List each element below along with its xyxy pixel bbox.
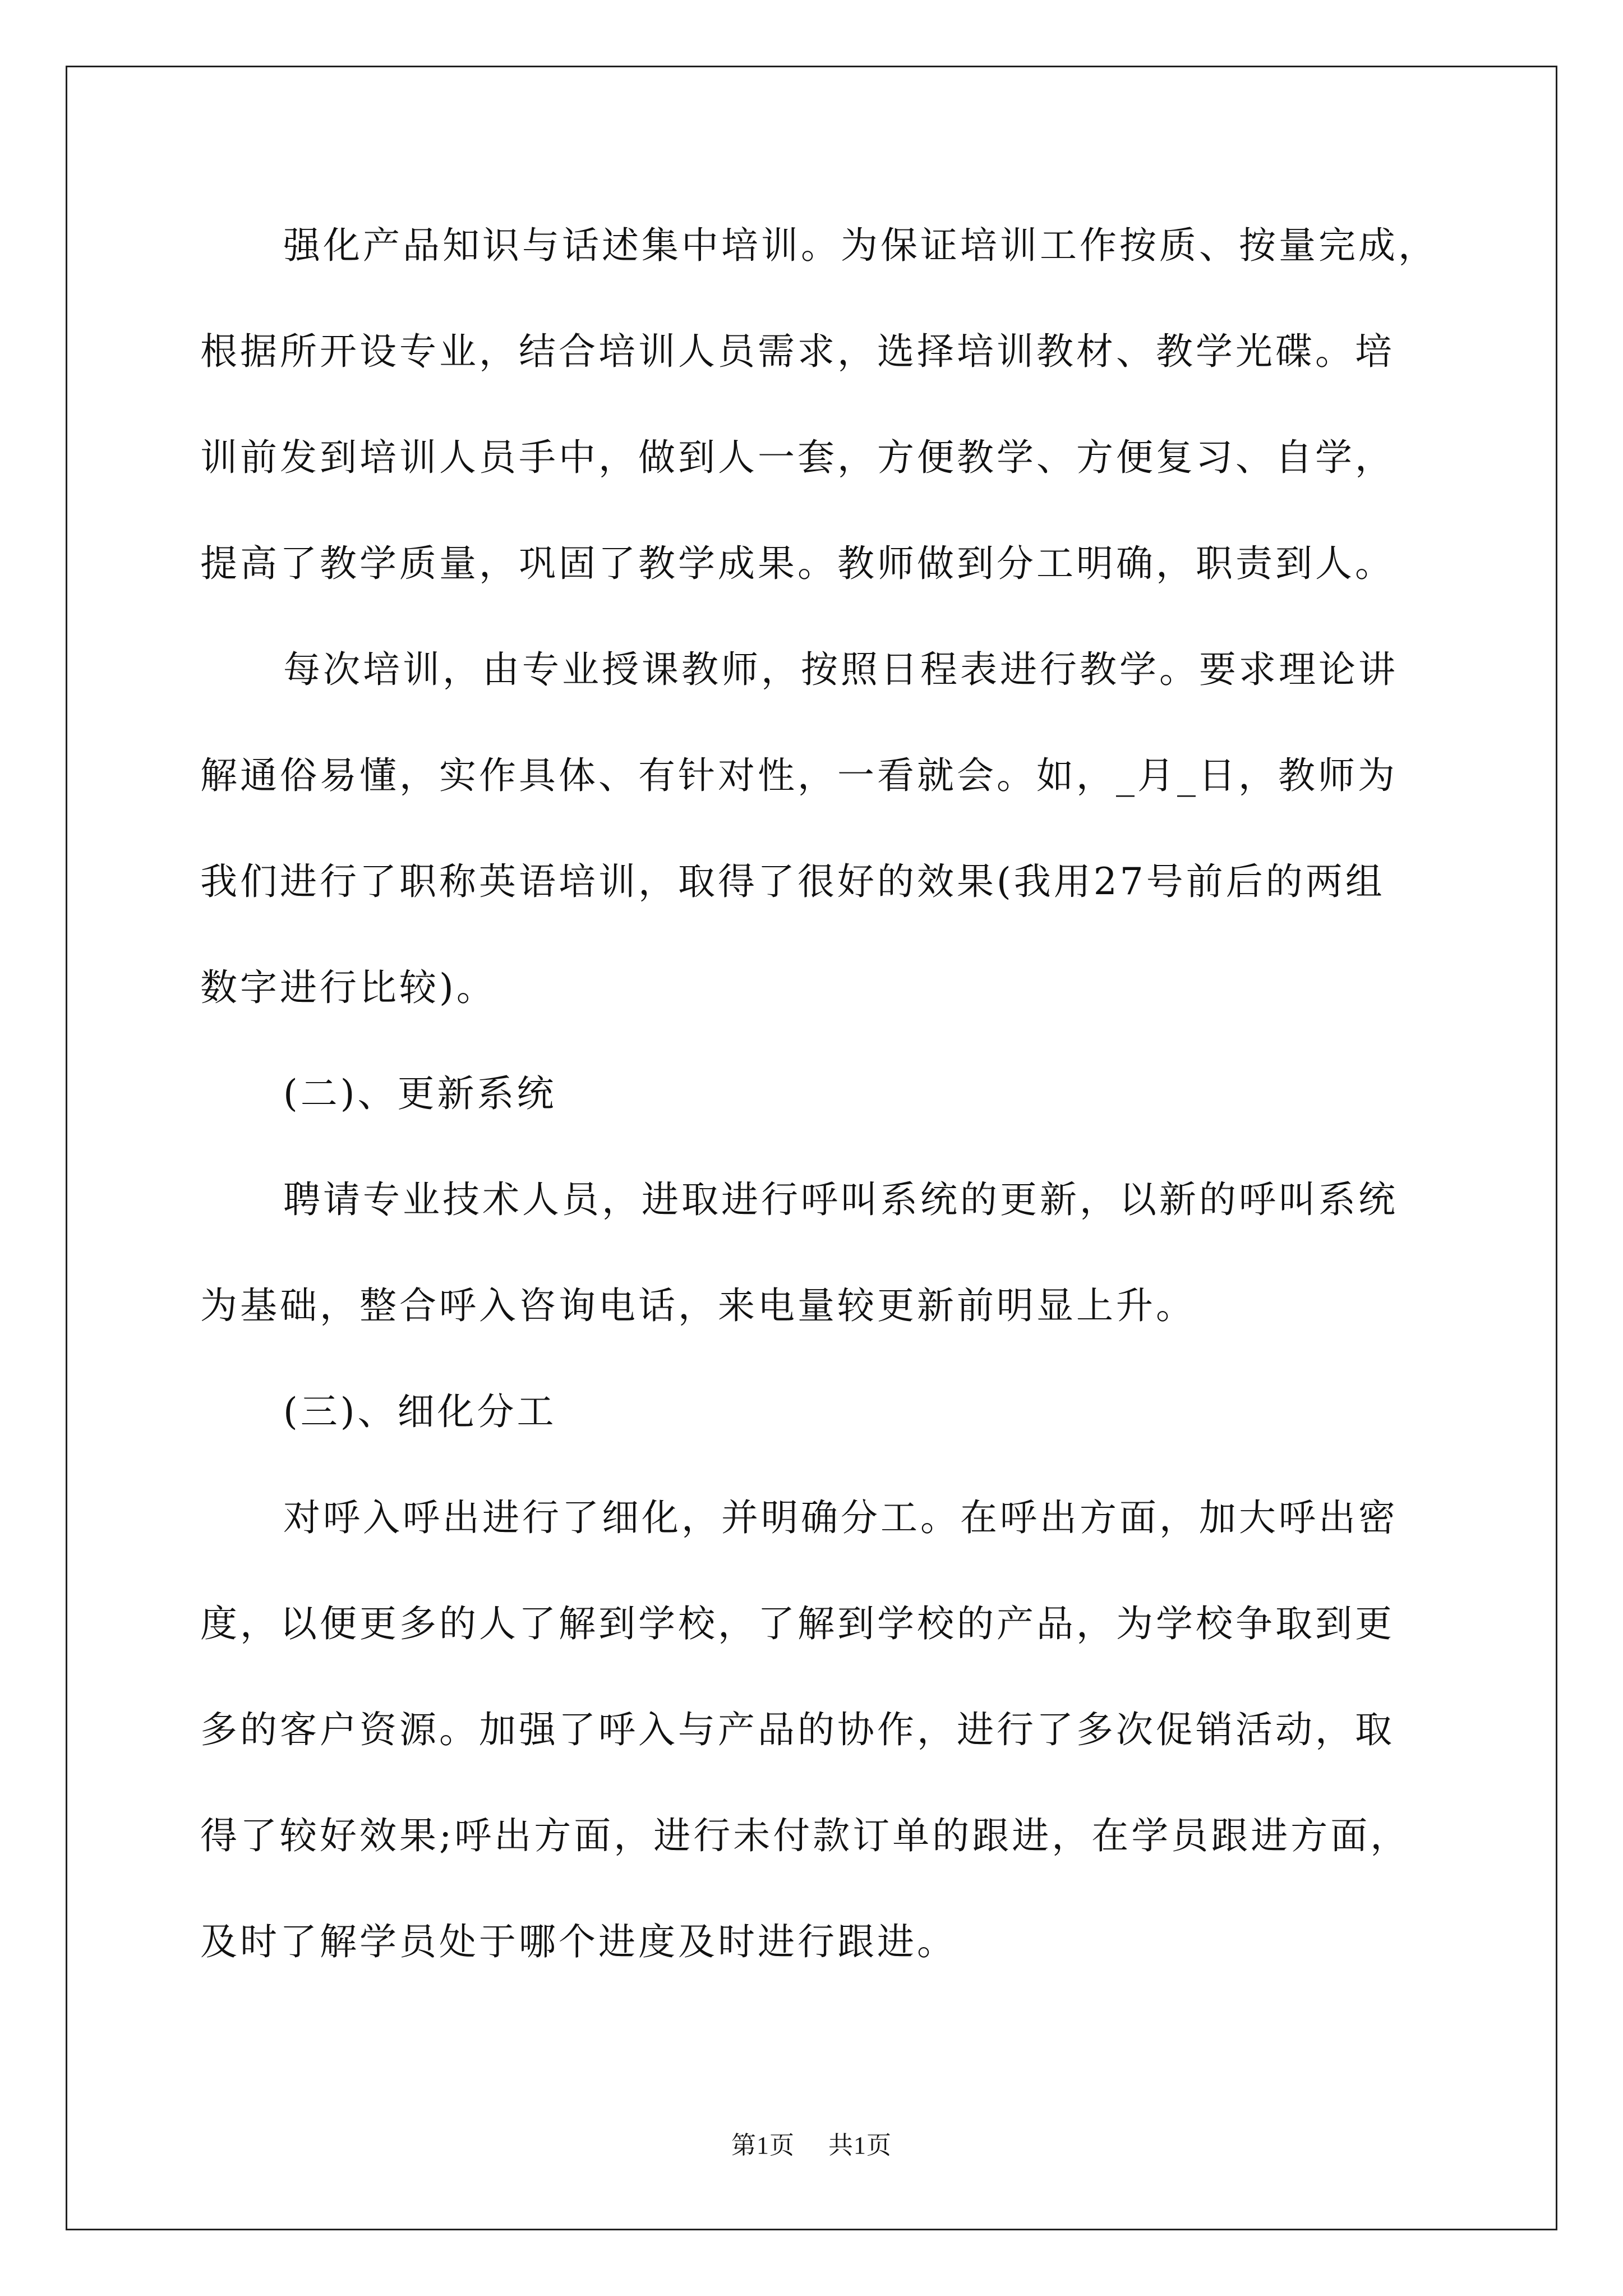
section-heading-2: (二)、更新系统 [283,1072,557,1115]
text-line-7: 我们进行了职称英语培训，取得了很好的效果(我用27号前后的两组 [200,860,1385,903]
text-line-14: 度，以便更多的人了解到学校，了解到学校的产品，为学校争取到更 [200,1602,1395,1645]
text-line-2: 根据所开设专业，结合培训人员需求，选择培训教材、教学光碟。培 [200,330,1395,373]
text-line-17: 及时了解学员处于哪个进度及时进行跟进。 [200,1920,957,1963]
text-line-15: 多的客户资源。加强了呼入与产品的协作，进行了多次促销活动，取 [200,1708,1395,1751]
text-line-6: 解通俗易懂，实作具体、有针对性，一看就会。如，_月_日，教师为 [200,754,1398,797]
text-line-5: 每次培训，由专业授课教师，按照日程表进行教学。要求理论讲 [283,648,1398,691]
page-number: 第1页 [731,2132,795,2159]
page-total: 共1页 [828,2132,892,2159]
section-heading-3: (三)、细化分工 [283,1390,557,1433]
text-line-13: 对呼入呼出进行了细化，并明确分工。在呼出方面，加大呼出密 [283,1496,1398,1539]
page-border [66,66,1557,2230]
text-line-16: 得了较好效果;呼出方面，进行未付款订单的跟进，在学员跟进方面， [200,1814,1410,1857]
text-line-10: 聘请专业技术人员，进取进行呼叫系统的更新，以新的呼叫系统 [283,1178,1398,1221]
text-line-11: 为基础，整合呼入咨询电话，来电量较更新前明显上升。 [200,1284,1196,1327]
text-line-3: 训前发到培训人员手中，做到人一套，方便教学、方便复习、自学， [200,436,1395,479]
text-line-1: 强化产品知识与话述集中培训。为保证培训工作按质、按量完成， [283,224,1438,267]
text-line-4: 提高了教学质量，巩固了教学成果。教师做到分工明确，职责到人。 [200,542,1395,585]
text-line-8: 数字进行比较)。 [200,966,496,1009]
page-footer [0,2125,1623,2161]
